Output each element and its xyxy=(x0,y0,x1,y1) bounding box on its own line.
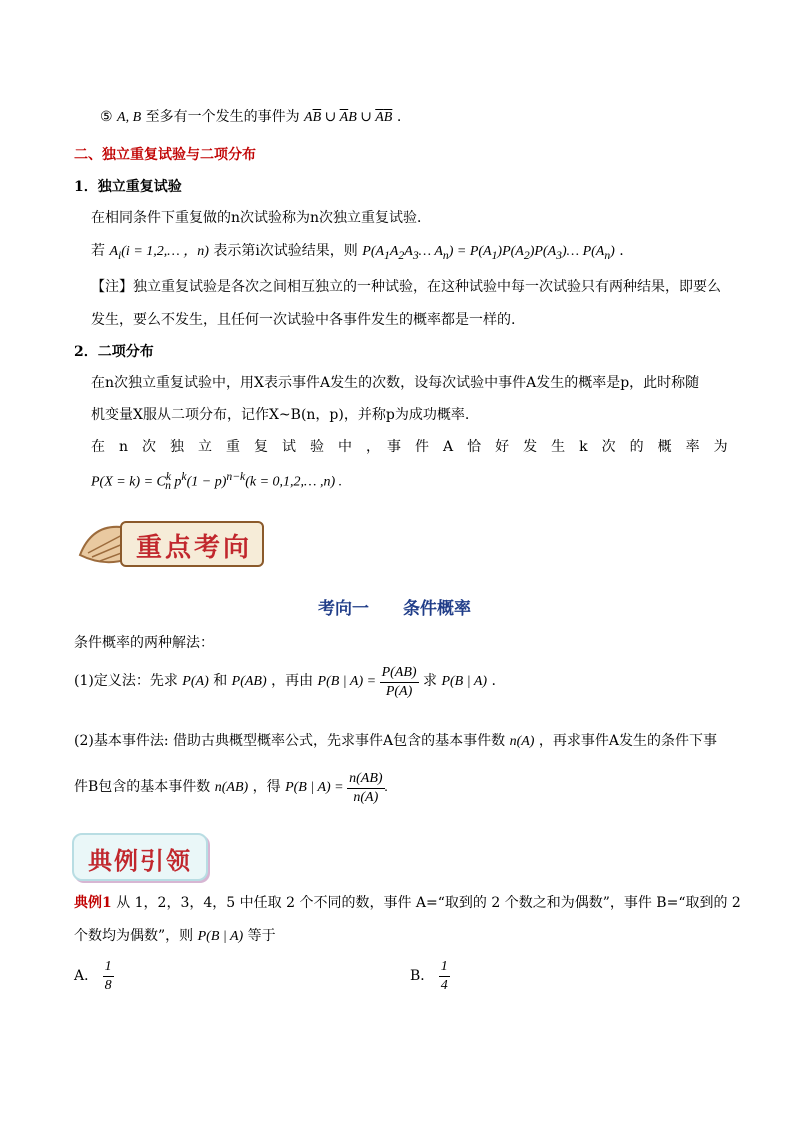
focus1-title: 考向一 条件概率 xyxy=(318,599,471,619)
item5-marker: ⑤ xyxy=(100,109,113,125)
item5-text: 至多有一个发生的事件为 xyxy=(145,109,300,125)
example1-text2-prefix: 个数均为偶数”，则 xyxy=(74,928,194,944)
option-a-fraction: $\frac{1}{8}$ xyxy=(104,959,112,993)
method1-and: 和 xyxy=(213,673,228,690)
option-b-fraction: $\frac{1}{4}$ xyxy=(440,959,448,993)
sub1-note-b: 发生，要么不发生，且任何一次试验中各事件发生的概率都是一样的. xyxy=(91,312,516,328)
sub1-line1: 在相同条件下重复做的n次试验称为n次独立重复试验． xyxy=(91,210,432,226)
focus-banner xyxy=(74,515,264,569)
option-b-letter: B． xyxy=(410,968,435,984)
sub1-note-a: 【注】独立重复试验是各次之间相互独立的一种试验，在这种试验中每一次试验只有两种结果，即要么 xyxy=(91,279,721,295)
method2-na: n(A) xyxy=(509,734,535,749)
binomial-formula-head: P(X = k) = C xyxy=(91,474,166,490)
binomial-formula: $P(X = k) = C^k_n$ $p^k(1 - p)^{n-k}(k$ = 0,1,2,… ,n) . xyxy=(91,470,343,493)
sub1-heading: 1．独立重复试验 xyxy=(74,179,182,195)
item5-events: A, B xyxy=(117,110,142,125)
method1-pa: P(A) xyxy=(182,674,209,690)
sub1-product-formula: $P(A_1A_2A_3\dots$ $A_n$) = $P(A_1)P(A_2)P(A_3)\dots$ $P(A_n)$ xyxy=(362,244,615,262)
sub1-line2-end: . xyxy=(619,243,624,259)
example1-text2-suffix: 等于 xyxy=(247,928,276,944)
option-b xyxy=(410,958,450,994)
example1-text1: 从 1，2，3，4，5 中任取 2 个不同的数，事件 A=“取到的 2 个数之和为偶数”，事件 B=“取到的 2 xyxy=(116,895,741,911)
sub2-line2: 机变量X服从二项分布，记作X~B(n，p)，并称p为成功概率. xyxy=(91,407,470,423)
method2-line2 xyxy=(74,770,388,806)
example-banner xyxy=(72,833,208,881)
example-banner-label: 典例引领 xyxy=(88,846,192,875)
sub1-ai-expr: $A_i(i$ = 1,2,… ，n) xyxy=(109,244,209,262)
method1-prefix: (1)定义法：先求 xyxy=(74,673,178,690)
sub1-line2-prefix: 若 xyxy=(91,243,105,259)
method2-line2-prefix: 件B包含的基本事件数 xyxy=(74,779,211,796)
method1-end: . xyxy=(491,673,496,690)
example1-pba: P(B | A) xyxy=(197,929,244,944)
method2-mid: ，再求事件A发生的条件下事 xyxy=(538,733,718,749)
focus-banner-label: 重点考向 xyxy=(136,533,253,563)
method2-line1 xyxy=(74,730,717,750)
item5-expr: $A\overline{B}$ ∪ $\overline{A}B$ ∪ $\overline{A}\overline{B}$ xyxy=(304,110,393,125)
sub2-line3: 在 n 次 独 立 重 复 试 验 中 ， 事 件 A 恰 好 发 生 k 次 的 概 率 为 xyxy=(91,439,728,455)
sub2-line1: 在n次独立重复试验中，用X表示事件A发生的次数，设每次试验中事件A发生的概率是p，此时称随 xyxy=(91,375,700,391)
method2-get: ，得 xyxy=(252,779,281,796)
method2-prefix: (2)基本事件法: 借助古典概型概率公式，先求事件A包含的基本事件数 xyxy=(74,733,506,749)
method1-find: 求 xyxy=(423,673,437,690)
sub1-line2-mid: 表示第i次试验结果，则 xyxy=(213,243,358,259)
method2-formula: P(B | A) = $\frac{n(AB)}{n(A)}$ . xyxy=(285,771,389,805)
option-a xyxy=(74,958,114,994)
item5-line xyxy=(100,106,401,126)
focus1-intro: 条件概率的两种解法： xyxy=(74,635,214,651)
method1-then: ，再由 xyxy=(271,673,314,690)
method1-line xyxy=(74,664,496,700)
sub2-heading: 2．二项分布 xyxy=(74,344,154,360)
example1-tag: 典例1 xyxy=(74,895,112,911)
option-a-letter: A． xyxy=(74,968,99,984)
sub1-line2 xyxy=(91,240,624,262)
method1-formula: P(B | A) = $\frac{P(AB)}{P(A)}$ xyxy=(317,665,417,699)
item5-end: . xyxy=(396,109,402,125)
example1-line2 xyxy=(74,925,276,945)
method2-nab: n(AB) xyxy=(214,780,249,796)
method1-pab: P(AB) xyxy=(231,674,267,690)
example1-line1 xyxy=(74,892,741,912)
section2-heading: 二、独立重复试验与二项分布 xyxy=(74,147,256,163)
method1-target: P(B | A) xyxy=(441,674,488,690)
